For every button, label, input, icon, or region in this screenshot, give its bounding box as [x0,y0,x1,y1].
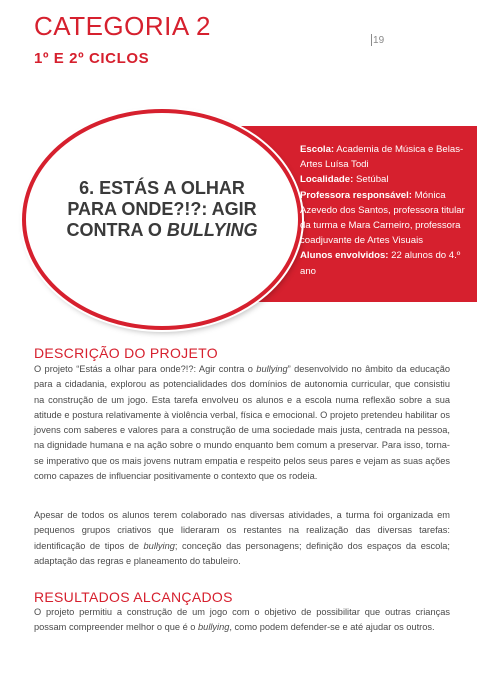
category-title: CATEGORIA 2 [34,11,211,41]
page-number: 19 [373,35,385,46]
results-paragraph: O projeto permitiu a construção de um jogo com o objetivo de possibilitar que outras crianças possam compreender melhor o que é o bullying, como podem defender-se e até ajudar os outros. [34,607,450,633]
description-paragraph-2: Apesar de todos os alunos terem colaborado nas diversas atividades, a turma foi organizada em pequenos grupos criativos que lideraram os restantes na realização das diversas tarefas: identificação de tipos de bullying; conceção das personagens; definição dos espaços da escola; adaptação das regras e planeamento do tabuleiro. [34,510,450,566]
info-teacher: Professora responsável: Mónica Azevedo dos Santos, professora titular da turma e Mara Carneiro, professora coadjuvante de Artes Visuais [300,189,465,247]
info-locality: Localidade: Setúbal [300,174,389,186]
results-heading: RESULTADOS ALCANÇADOS [34,589,233,605]
description-paragraph-1: O projeto “Estás a olhar para onde?!?: Agir contra o bullying” desenvolvido no âmbito da educação para a cidadania, explorou as potencialidades dos domínios de autonomia curricular, que consistiu na construção de um jogo. Esta tarefa envolveu os alunos e a escola numa reflexão sobre a sua atitude e postura relativamente à violência verbal, física e emocional. O projeto pretendeu habilitar os jovens com saberes e valores para a construção de uma sociedade mais justa, centrada na pessoa, na dignidade humana e na ação sobre o mundo enquanto bem comum a preservar. Para isso, torna-se imperativo que os mais jovens nutram empatia e respeito pelos seus pares e vejam as suas ações como capazes de influenciar positivamente o contexto que os rodeia. [34,364,450,482]
category-subtitle: 1º E 2º CICLOS [34,50,150,67]
project-info [300,142,466,279]
info-students: Alunos envolvidos: 22 alunos do 4.º ano [300,250,461,277]
info-school: Escola: Academia de Música e Belas-Artes Luísa Todi [300,144,464,171]
description-heading: DESCRIÇÃO DO PROJETO [34,345,218,361]
project-title: 6. ESTÁS A OLHAR PARA ONDE?!?: AGIR CONTRA O BULLYING [66,178,258,240]
